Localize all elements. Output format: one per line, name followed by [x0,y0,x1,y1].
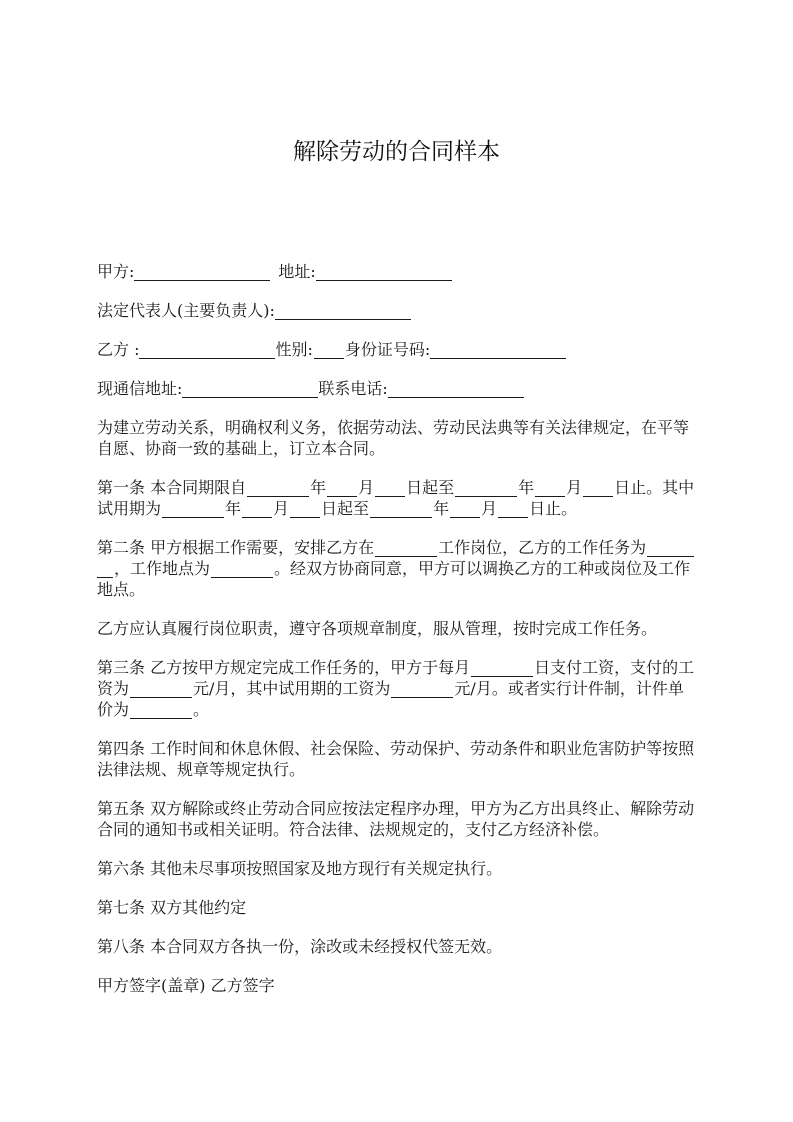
legal-rep-label: 法定代表人(主要负责人): [97,301,275,320]
piece-rate-blank [130,718,192,719]
probation-end-day-blank [498,517,528,518]
address-label: 地址: [278,262,316,281]
article-5-line-1: 第五条 双方解除或终止劳动合同应按法定程序办理，甲方为乙方出具终止、解除劳动 [97,799,695,818]
preamble-line-1: 为建立劳动关系，明确权利义务，依据劳动法、劳动民法典等有关法律规定，在平等 [97,418,690,437]
article-3-text: 元/月，其中试用期的工资为 [193,679,391,698]
article-2-text: 。经双方协商同意，甲方可以调换乙方的工种或岗位及工作 [274,559,691,578]
party-a-blank [134,280,270,281]
article-1-text: 日起至 [321,499,370,518]
article-1-text: 年 [310,478,327,497]
end-day-blank [583,496,613,497]
article-8-line: 第八条 本合同双方各执一份，涂改或未经授权代签无效。 [97,937,503,956]
party-b-blank [139,358,275,359]
work-location-blank [211,577,273,578]
article-6-line: 第六条 其他未尽事项按照国家及地方现行有关规定执行。 [97,859,503,878]
id-number-label: 身份证号码: [344,340,431,359]
id-number-blank [430,358,566,359]
contact-line [97,378,717,399]
article-2-line-1 [97,537,717,558]
article-1-text: 年 [225,499,242,518]
article-7-line: 第七条 双方其他约定 [97,898,247,917]
job-task-blank [647,556,694,557]
start-day-blank [375,496,405,497]
article-1-text: 日止。 [529,499,578,518]
article-3-text: 元/月。或者实行计件制，计件单 [454,679,684,698]
end-year-blank [455,496,517,497]
article-1-text: 月 [481,499,498,518]
document-title: 解除劳动的合同样本 [293,139,500,165]
phone-blank [388,397,524,398]
legal-rep-row [97,300,717,321]
end-month-blank [535,496,565,497]
article-2-paragraph [97,537,717,600]
article-3-text: 第三条 乙方按甲方规定完成工作任务的，甲方于每月 [97,658,471,677]
preamble-paragraph [97,417,717,459]
monthly-wage-blank [130,697,192,698]
probation-wage-blank [391,697,453,698]
party-a-label: 甲方: [97,262,135,281]
article-3-line-2 [97,678,717,699]
article-1-text: 试用期为 [97,499,162,518]
party-b-row [97,339,717,360]
preamble-line-2: 自愿、协商一致的基础上，订立本合同。 [97,439,386,458]
article-3-text: 资为 [97,679,130,698]
party-a-line [97,261,717,282]
signature-paragraph [97,975,717,996]
legal-rep-blank [275,319,411,320]
article-5-paragraph [97,798,717,840]
article-3-paragraph [97,657,717,720]
current-address-label: 现通信地址: [97,379,183,398]
article-2-line-2 [97,558,717,579]
article-1-text: 年 [433,499,450,518]
probation-start-month-blank [242,517,272,518]
article-2-text: 第二条 甲方根据工作需要，安排乙方在 [97,538,375,557]
article-1-paragraph [97,477,717,519]
party-a-row [97,261,717,282]
article-3-text: 。 [193,700,210,719]
probation-start-year-blank [162,517,224,518]
address-blank [316,280,452,281]
document-body [97,261,717,1014]
start-month-blank [327,496,357,497]
gender-label: 性别: [275,340,313,359]
article-3-text: 日支付工资，支付的工 [534,658,695,677]
article-1-text: 月 [358,478,375,497]
article-1-text: 日起至 [406,478,455,497]
duty-paragraph [97,618,717,639]
article-1-line-1 [97,477,717,498]
probation-end-year-blank [370,517,432,518]
article-2-text: 工作岗位，乙方的工作任务为 [438,538,647,557]
article-1-text: 月 [273,499,290,518]
party-b-line [97,339,717,360]
duty-line: 乙方应认真履行岗位职责，遵守各项规章制度，服从管理，按时完成工作任务。 [97,619,658,638]
start-year-blank [247,496,309,497]
legal-rep-line [97,300,717,321]
article-3-line-1 [97,657,717,678]
phone-label: 联系电话: [318,379,388,398]
gender-blank [314,358,344,359]
article-2-text: 地点。 [97,580,146,599]
article-4-paragraph [97,738,717,780]
article-4-line-1: 第四条 工作时间和休息休假、社会保险、劳动保护、劳动条件和职业危害防护等按照 [97,739,695,758]
current-address-blank [182,397,318,398]
signature-line: 甲方签字(盖章) 乙方签字 [97,976,275,995]
contact-row [97,378,717,399]
article-7-paragraph [97,897,717,918]
article-2-text: ，工作地点为 [114,559,211,578]
article-6-paragraph [97,858,717,879]
article-5-line-2: 合同的通知书或相关证明。符合法律、法规规定的，支付乙方经济补偿。 [97,820,610,839]
article-1-text: 年 [518,478,535,497]
job-post-blank [375,556,437,557]
article-3-text: 价为 [97,700,130,719]
article-8-paragraph [97,936,717,957]
article-1-text: 第一条 本合同期限自 [97,478,247,497]
party-b-label: 乙方 : [97,340,140,359]
probation-start-day-blank [290,517,320,518]
article-2-line-3 [97,579,717,600]
article-1-line-2 [97,498,717,519]
article-3-line-3 [97,699,717,720]
article-1-text: 月 [566,478,583,497]
article-1-text: 日止。其中 [614,478,695,497]
job-task-blank [97,577,113,578]
payday-blank [471,676,533,677]
article-4-line-2: 法律法规、规章等规定执行。 [97,760,306,779]
probation-end-month-blank [450,517,480,518]
